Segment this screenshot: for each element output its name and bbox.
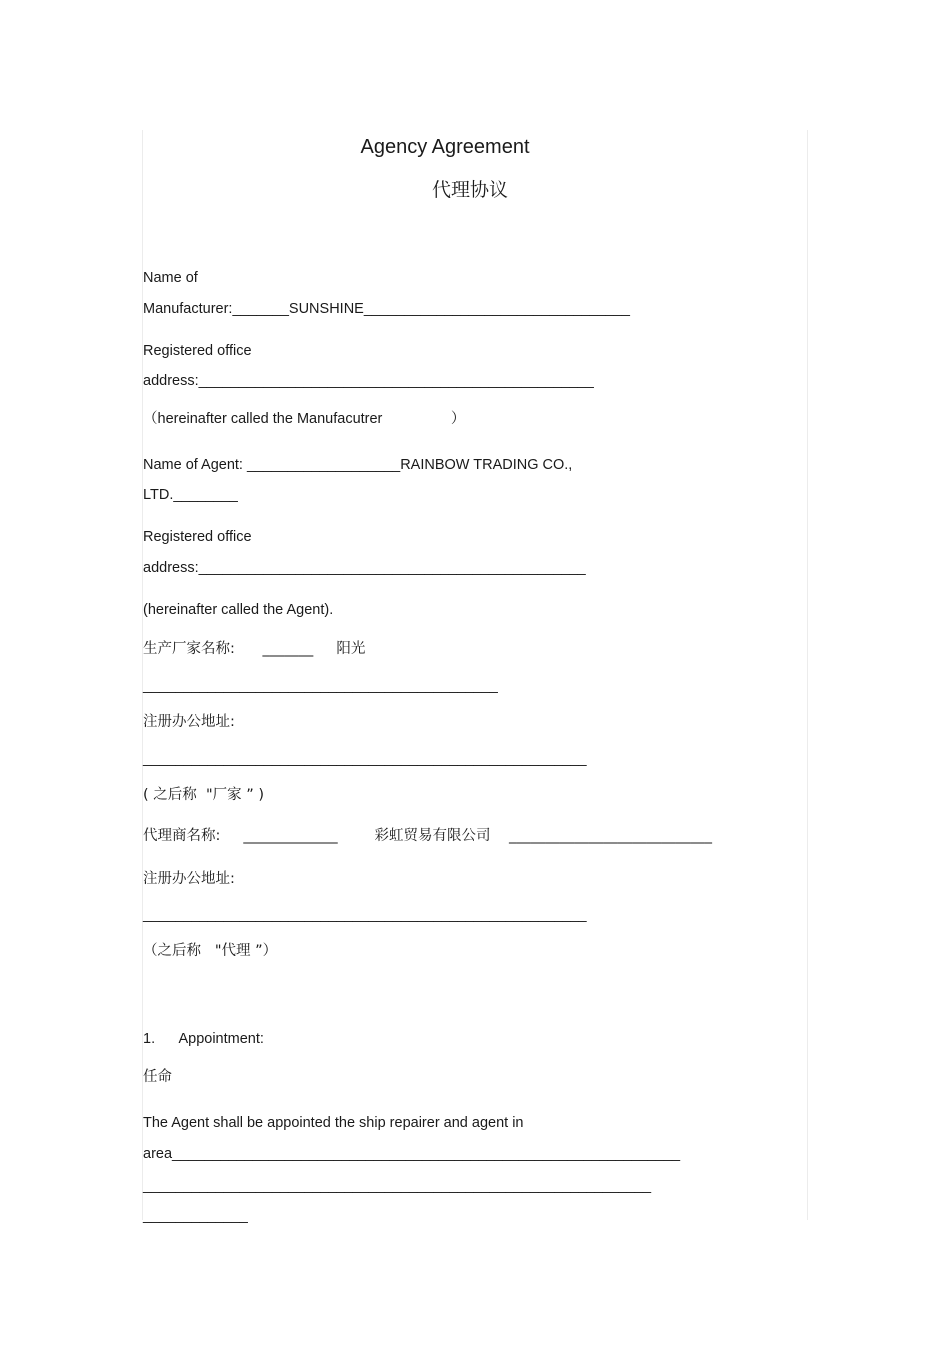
section-1-heading-cn: 任命	[143, 1069, 172, 1085]
agent-office-field: address:________________________________________________	[143, 560, 586, 576]
manufacturer-hereinafter-cn: ( 之后称 "厂家 ” )	[143, 787, 265, 803]
manufacturer-name-label: Name of	[143, 270, 198, 286]
manufacturer-office-cn-label: 注册办公地址:	[143, 714, 235, 730]
manufacturer-hereinafter: （hereinafter called the Manufacutrer ）	[143, 411, 466, 427]
agent-office-label: Registered office	[143, 529, 252, 545]
manufacturer-name-field: Manufacturer:_______SUNSHINE_________________________________	[143, 301, 630, 317]
manufacturer-name-cn-blank: ____________________________________________	[143, 678, 498, 694]
manufacturer-office-label: Registered office	[143, 343, 252, 359]
page-margin-rule-right	[807, 130, 808, 1220]
agent-name-field-cont: LTD.________	[143, 487, 238, 503]
section-1-area-field-end: _____________	[143, 1208, 248, 1224]
agent-name-cn: 代理商名称: _____________ 彩虹贸易有限公司 ____________________________	[143, 828, 712, 844]
agent-hereinafter-cn: （之后称 "代理 ”）	[143, 943, 278, 959]
manufacturer-name-cn: 生产厂家名称: _______ 阳光	[143, 641, 366, 657]
section-1-area-field: area_______________________________________________________________	[143, 1146, 681, 1162]
manufacturer-office-field: address:_________________________________________________	[143, 373, 594, 389]
page-margin-rule-left	[142, 130, 143, 1220]
agent-name-field: Name of Agent: ___________________RAINBOW TRADING CO.,	[143, 457, 573, 473]
document-title-cn: 代理协议	[432, 179, 509, 201]
section-1-area-field-cont: _______________________________________________________________	[143, 1178, 652, 1194]
section-1-heading: 1. Appointment:	[143, 1031, 264, 1047]
section-1-text: The Agent shall be appointed the ship repairer and agent in	[143, 1115, 524, 1131]
agent-hereinafter: (hereinafter called the Agent).	[143, 602, 334, 618]
agent-office-cn-label: 注册办公地址:	[143, 871, 235, 887]
document-title: Agency Agreement	[360, 136, 530, 158]
agent-office-cn-blank: _______________________________________________________	[143, 907, 587, 923]
manufacturer-office-cn-blank: _______________________________________________________	[143, 751, 587, 767]
